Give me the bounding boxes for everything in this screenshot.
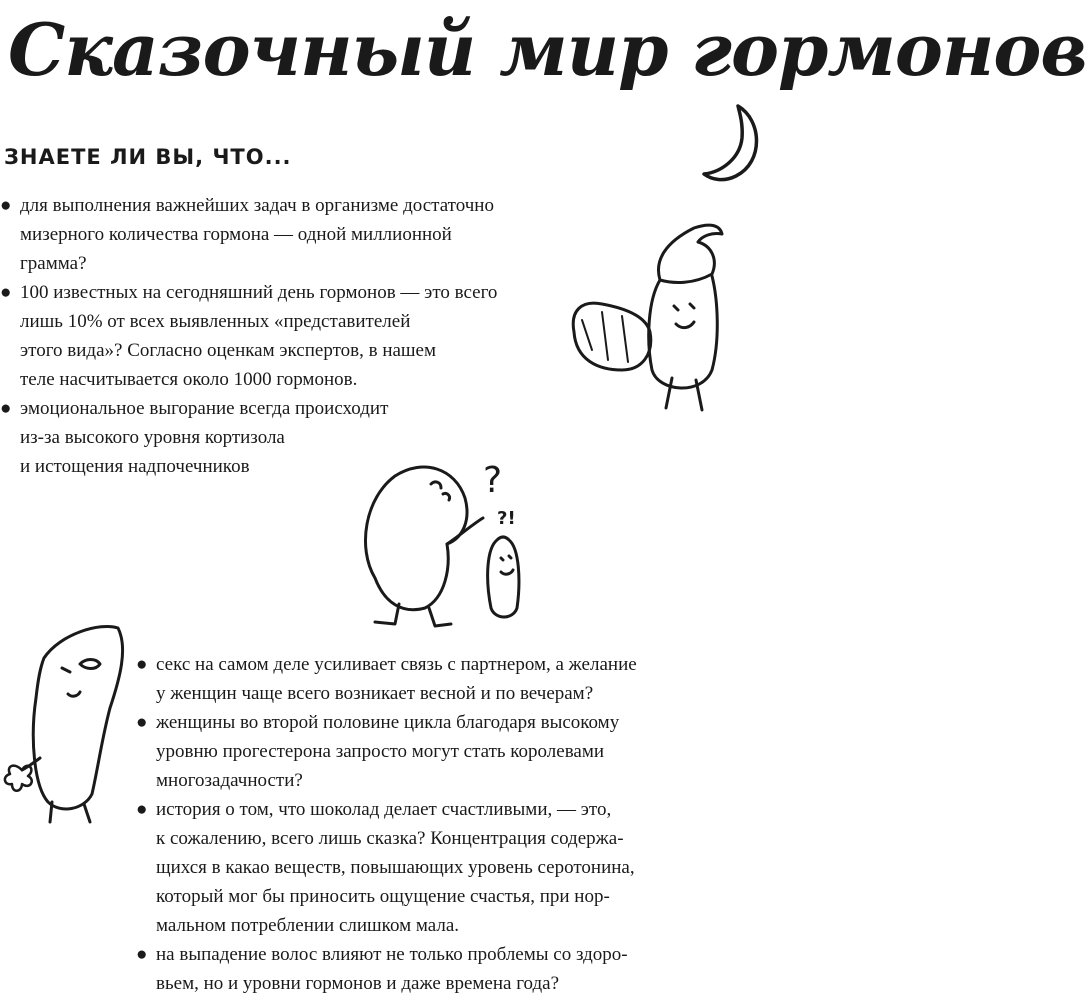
fact-line: лишь 10% от всех выявленных «представителей [20, 311, 411, 332]
fact-line: 100 известных на сегодняшний день гормонов — это всего [20, 282, 498, 303]
small-character-body [488, 537, 519, 617]
bullet-icon: ● [136, 799, 148, 820]
flower-icon [5, 766, 32, 791]
fact-line: грамма? [20, 253, 87, 274]
fact-line: на выпадение волос влияют не только проблемы со здоро- [156, 944, 628, 965]
character-legs [666, 378, 702, 410]
fact-line: мизерного количества гормона — одной миллионной [20, 224, 452, 245]
fact-line: у женщин чаще всего возникает весной и по вечерам? [156, 683, 594, 704]
fact-line: эмоциональное выгорание всегда происходит [20, 398, 389, 419]
fact-line: мальном потреблении слишком мала. [156, 915, 460, 936]
fact-line: история о том, что шоколад делает счастливыми, — это, [156, 799, 612, 820]
character-body [33, 626, 122, 809]
question-exclamation-mark-icon: ?! [497, 508, 516, 529]
two-characters-question-illustration [355, 448, 545, 628]
bullet-icon: ● [136, 712, 148, 733]
fact-line: к сожалению, всего лишь сказка? Концентрация содержа- [156, 828, 624, 849]
page-title: Сказочный мир гормонов [8, 7, 1087, 92]
bullet-icon: ● [0, 282, 12, 303]
list-item [136, 795, 766, 940]
list-item [136, 650, 766, 708]
list-item [136, 940, 766, 998]
fact-line: вьем, но и уровни гормонов и даже времена года? [156, 973, 560, 994]
fact-line: секс на самом деле усиливает связь с партнером, а желание [156, 654, 637, 675]
big-character-body [365, 467, 467, 610]
list-item [0, 191, 620, 278]
fact-line: этого вида»? Согласно оценкам экспертов, в нашем [20, 340, 437, 361]
fact-line: для выполнения важнейших задач в организме достаточно [20, 195, 494, 216]
fact-line: женщины во второй половине цикла благодаря высокому [156, 712, 620, 733]
facts-list-bottom [136, 650, 766, 998]
character-face [62, 660, 100, 697]
section-subheading: ЗНАЕТЕ ЛИ ВЫ, ЧТО... [4, 145, 292, 169]
character-body [649, 276, 718, 388]
character-face [674, 304, 694, 328]
sleepy-character-with-pillow-illustration [562, 220, 762, 415]
fact-line: который мог бы приносить ощущение счастья, при нор- [156, 886, 610, 907]
fact-line: щихся в какао веществ, повышающих уровень серотонина, [156, 857, 635, 878]
bullet-icon: ● [0, 398, 12, 419]
big-character-face-arm [431, 482, 483, 544]
pillow-shape [573, 303, 651, 370]
crescent-moon-icon [700, 102, 770, 184]
pillow-folds [582, 312, 628, 362]
big-character-legs [375, 604, 451, 626]
question-mark-icon: ? [483, 460, 503, 501]
character-legs [50, 802, 90, 822]
fact-line: теле насчитывается около 1000 гормонов. [20, 369, 358, 390]
small-character-face [501, 556, 513, 574]
facts-list-top [0, 191, 620, 481]
fact-line: многозадачности? [156, 770, 303, 791]
list-item [136, 708, 766, 795]
shy-character-with-flower-illustration [0, 618, 135, 823]
bullet-icon: ● [0, 195, 12, 216]
fact-line: уровню прогестерона запросто могут стать королевами [156, 741, 605, 762]
fact-line: и истощения надпочечников [20, 456, 250, 477]
bullet-icon: ● [136, 654, 148, 675]
list-item [0, 278, 620, 394]
bullet-icon: ● [136, 944, 148, 965]
fact-line: из-за высокого уровня кортизола [20, 427, 285, 448]
nightcap-shape [658, 225, 722, 282]
